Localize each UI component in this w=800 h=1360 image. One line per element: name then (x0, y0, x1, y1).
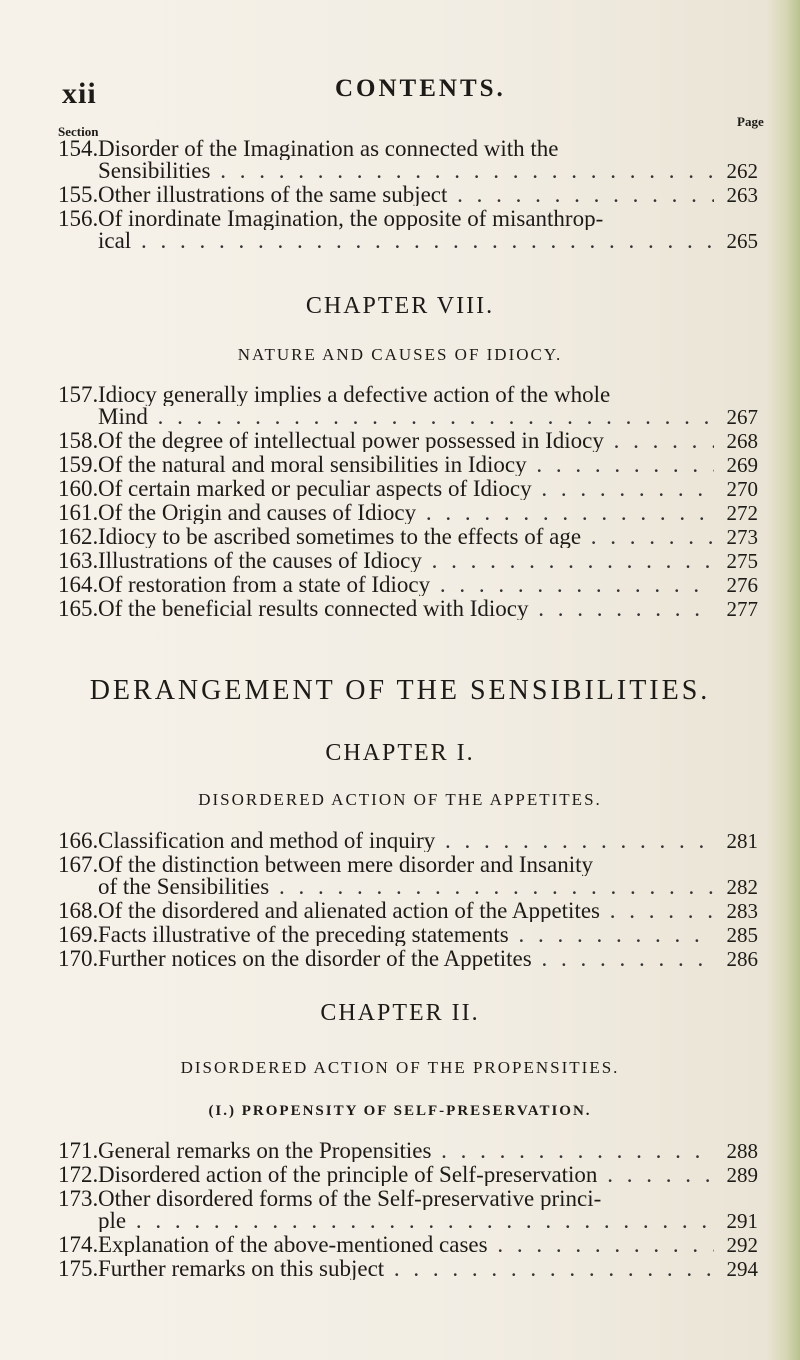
entry-page-number: 263 (726, 183, 758, 207)
entry-title: Of the degree of intellectual power possessed in Idiocy . . . (98, 430, 714, 452)
contents-entry (58, 454, 758, 476)
entry-page-number: 288 (726, 1139, 758, 1163)
entry-title: Sensibilities . . . (98, 160, 714, 182)
entry-page-number: 282 (726, 875, 758, 899)
contents-entry (58, 900, 758, 922)
entry-title: of the Sensibilities . . . (98, 876, 714, 898)
entry-page-number: 291 (726, 1209, 758, 1233)
section-number: 164. (58, 572, 99, 597)
entry-title: Classification and method of inquiry . . . (98, 830, 714, 852)
running-head: CONTENTS. (335, 75, 506, 102)
section-number: 159. (58, 452, 99, 477)
entry-title: Of the disordered and alienated action of the Appetites . . . (98, 900, 714, 922)
entry-title: Of the distinction between mere disorder and Insanity (98, 854, 593, 876)
entry-page-number: 268 (726, 429, 758, 453)
entry-page-number: 267 (726, 405, 758, 429)
section-number: 163. (58, 548, 99, 573)
section-number: 172. (58, 1162, 99, 1187)
entry-title: ple . . . (98, 1210, 714, 1232)
entry-page-number: 270 (726, 477, 758, 501)
entry-title: Idiocy generally implies a defective action of the whole (98, 384, 611, 406)
section-number: 160. (58, 476, 99, 501)
section-number: 161. (58, 500, 99, 525)
section-number: 166. (58, 828, 99, 853)
contents-list-chapter-8 (58, 384, 758, 622)
entry-title: Illustrations of the causes of Idiocy . . . (98, 550, 714, 572)
entry-page-number: 265 (726, 229, 758, 253)
contents-list-chapter-2 (58, 1140, 758, 1282)
entry-title: Explanation of the above-mentioned cases . . . (98, 1234, 714, 1256)
section-number: 174. (58, 1232, 99, 1257)
entry-page-number: 277 (726, 597, 758, 621)
entry-page-number: 285 (726, 923, 758, 947)
entry-title: Disordered action of the principle of Self-preservation . . . (98, 1164, 714, 1186)
contents-entry (58, 1140, 758, 1162)
chapter-subtitle: DISORDERED ACTION OF THE PROPENSITIES. (180, 1058, 620, 1077)
contents-entry (58, 598, 758, 620)
entry-page-number: 262 (726, 159, 758, 183)
entry-page-number: 269 (726, 453, 758, 477)
section-column-label: Section (58, 124, 99, 139)
entry-title: Further notices on the disorder of the Appetites . . . (98, 948, 714, 970)
entry-title: Of the Origin and causes of Idiocy . . . (98, 502, 714, 524)
chapter-subtitle: NATURE AND CAUSES OF IDIOCY. (237, 345, 563, 364)
entry-page-number: 292 (726, 1233, 758, 1257)
entry-title: Other disordered forms of the Self-preservative princi- (98, 1188, 602, 1210)
section-number: 170. (58, 946, 99, 971)
contents-entry (58, 830, 758, 852)
section-number: 175. (58, 1256, 99, 1281)
section-number: 171. (58, 1138, 99, 1163)
entry-page-number: 286 (726, 947, 758, 971)
section-number: 173. (58, 1186, 99, 1211)
page-column-label: Page (737, 114, 764, 129)
entry-page-number: 275 (726, 549, 758, 573)
chapter-heading: CHAPTER I. (325, 740, 475, 766)
entry-title: Other illustrations of the same subject . . . (98, 184, 714, 206)
entry-title: Of restoration from a state of Idiocy . . . (98, 574, 714, 596)
contents-entry (58, 1164, 758, 1186)
contents-entry (58, 184, 758, 206)
entry-title: Of the beneficial results connected with Idiocy . . . (98, 598, 714, 620)
entry-title: Disorder of the Imagination as connected with the (98, 138, 559, 160)
contents-entry (58, 948, 758, 970)
entry-page-number: 273 (726, 525, 758, 549)
entry-title: Mind . . . (98, 406, 714, 428)
chapter-subtitle: DISORDERED ACTION OF THE APPETITES. (198, 790, 602, 809)
entry-title: ical . . . (98, 230, 714, 252)
section-number: 165. (58, 596, 99, 621)
entry-title: General remarks on the Propensities . . . (98, 1140, 714, 1162)
section-number: 156. (58, 206, 99, 231)
entry-page-number: 276 (726, 573, 758, 597)
contents-entry (58, 478, 758, 500)
entry-title: Idiocy to be ascribed sometimes to the effects of age . . . (98, 526, 714, 548)
contents-entry (58, 550, 758, 572)
contents-list-top (58, 138, 758, 254)
section-number: 158. (58, 428, 99, 453)
contents-entry (58, 1188, 758, 1232)
contents-entry (58, 924, 758, 946)
contents-entry (58, 1258, 758, 1280)
entry-page-number: 289 (726, 1163, 758, 1187)
contents-list-chapter-1 (58, 830, 758, 972)
section-number: 168. (58, 898, 99, 923)
contents-entry (58, 574, 758, 596)
entry-page-number: 294 (726, 1257, 758, 1281)
page-number: xii (62, 77, 97, 110)
contents-entry (58, 502, 758, 524)
section-number: 167. (58, 852, 99, 877)
contents-entry (58, 208, 758, 252)
page-header (0, 75, 800, 115)
entry-title: Facts illustrative of the preceding statements . . . (98, 924, 714, 946)
section-number: 162. (58, 524, 99, 549)
contents-entry (58, 1234, 758, 1256)
chapter-heading: CHAPTER VIII. (305, 293, 495, 319)
chapter-subsubtitle: (I.) PROPENSITY OF SELF-PRESERVATION. (208, 1103, 592, 1119)
contents-entry (58, 854, 758, 898)
entry-title: Of the natural and moral sensibilities in Idiocy . . . (98, 454, 714, 476)
contents-entry (58, 526, 758, 548)
contents-entry (58, 384, 758, 428)
entry-title: Of certain marked or peculiar aspects of Idiocy . . . (98, 478, 714, 500)
section-number: 155. (58, 182, 99, 207)
chapter-heading: CHAPTER II. (320, 1000, 480, 1026)
contents-entry (58, 138, 758, 182)
section-number: 169. (58, 922, 99, 947)
entry-title: Further remarks on this subject . . . (98, 1258, 714, 1280)
entry-page-number: 281 (726, 829, 758, 853)
entry-page-number: 283 (726, 899, 758, 923)
entry-title: Of inordinate Imagination, the opposite of misanthrop- (98, 208, 604, 230)
contents-entry (58, 430, 758, 452)
entry-page-number: 272 (726, 501, 758, 525)
part-title: DERANGEMENT OF THE SENSIBILITIES. (89, 675, 711, 706)
section-number: 154. (58, 136, 99, 161)
section-number: 157. (58, 382, 99, 407)
